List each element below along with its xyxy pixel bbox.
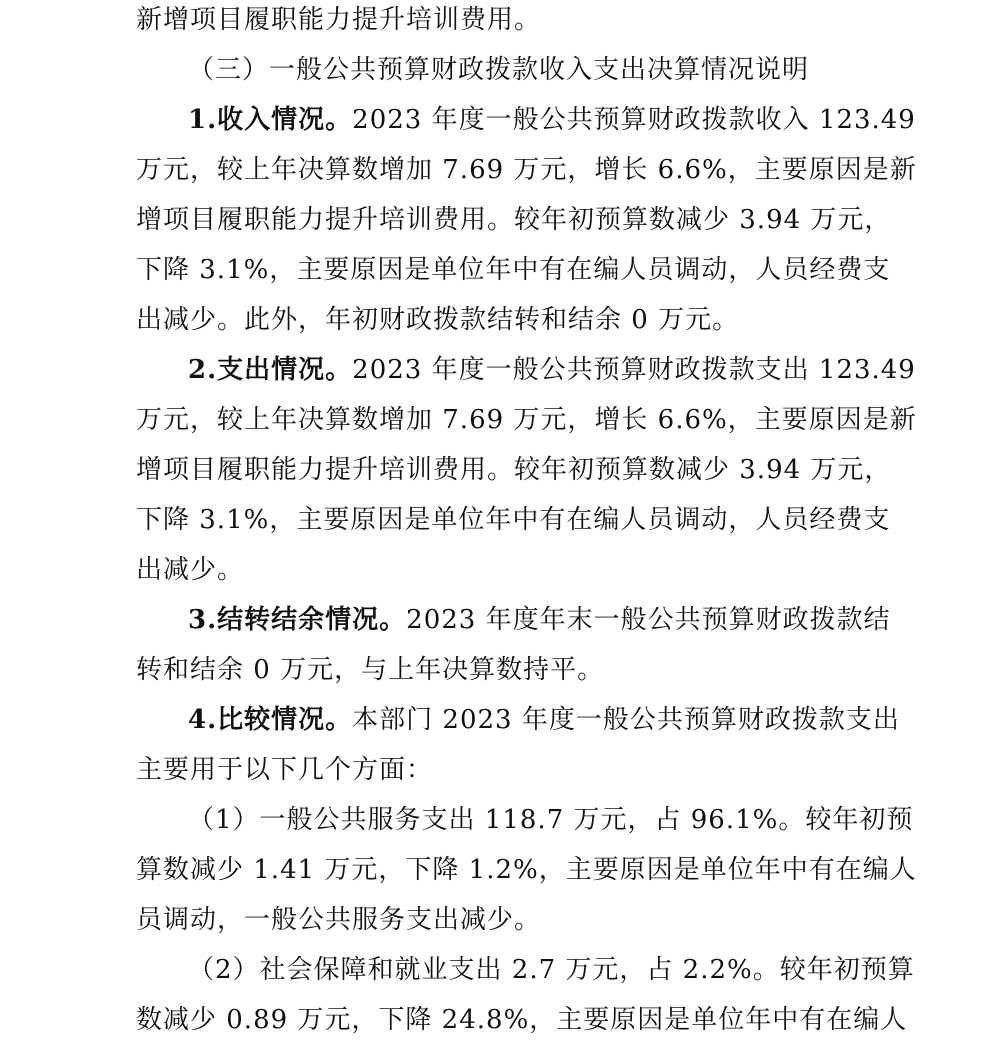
paragraph-line — [136, 352, 916, 402]
paragraph-line — [136, 152, 917, 202]
paragraph-lead: 1.收入情况。 — [188, 105, 353, 135]
paragraph-line — [136, 852, 917, 902]
line-text: 2023 年度年末一般公共预算财政拨款结 — [406, 605, 891, 635]
line-text: 2023 年度一般公共预算财政拨款收入 123.49 — [352, 105, 916, 135]
line-text: 下降 3.1%，主要原因是单位年中有在编人员调动，人员经费支 — [136, 505, 891, 535]
line-text: 算数减少 1.41 万元，下降 1.2%，主要原因是单位年中有在编人 — [136, 855, 917, 885]
line-text: 员调动，一般公共服务支出减少。 — [136, 905, 542, 935]
line-text: 本部门 2023 年度一般公共预算财政拨款支出 — [352, 705, 900, 735]
paragraph-line — [136, 1002, 908, 1052]
paragraph-line — [136, 602, 891, 652]
paragraph-line — [136, 502, 891, 552]
line-text: 增项目履职能力提升培训费用。较年初预算数减少 3.94 万元， — [136, 205, 892, 235]
paragraph-line — [136, 752, 876, 802]
line-text: （2）社会保障和就业支出 2.7 万元，占 2.2%。较年初预算 — [188, 955, 915, 985]
line-text: （1）一般公共服务支出 118.7 万元，占 96.1%。较年初预 — [188, 805, 914, 835]
line-text: 增项目履职能力提升培训费用。较年初预算数减少 3.94 万元， — [136, 455, 892, 485]
paragraph-line — [136, 2, 876, 52]
line-text: 出减少。此外，年初财政拨款结转和结余 0 万元。 — [136, 305, 740, 335]
paragraph-line — [136, 902, 876, 952]
line-text: 数减少 0.89 万元，下降 24.8%，主要原因是单位年中有在编人 — [136, 1005, 908, 1035]
paragraph-lead: 3.结转结余情况。 — [188, 605, 407, 635]
paragraph-line — [136, 452, 892, 502]
line-text: 万元，较上年决算数增加 7.69 万元，增长 6.6%，主要原因是新 — [136, 155, 917, 185]
line-text: 下降 3.1%，主要原因是单位年中有在编人员调动，人员经费支 — [136, 255, 891, 285]
heading-text: （三）一般公共预算财政拨款收入支出决算情况说明 — [188, 55, 810, 85]
line-text: 新增项目履职能力提升培训费用。 — [136, 5, 542, 35]
line-text: 主要用于以下几个方面： — [136, 755, 434, 785]
paragraph-line — [136, 652, 876, 702]
paragraph-line — [136, 952, 915, 1002]
paragraph-line — [136, 302, 876, 352]
paragraph-line — [136, 552, 876, 602]
paragraph-lead: 2.支出情况。 — [188, 355, 353, 385]
paragraph-line — [136, 402, 917, 452]
line-text: 2023 年度一般公共预算财政拨款支出 123.49 — [352, 355, 916, 385]
line-text: 出减少。 — [136, 555, 245, 585]
line-text: 万元，较上年决算数增加 7.69 万元，增长 6.6%，主要原因是新 — [136, 405, 917, 435]
paragraph-line — [136, 252, 891, 302]
section-heading — [136, 52, 876, 102]
paragraph-line — [136, 102, 916, 152]
paragraph-line — [136, 702, 900, 752]
paragraph-line — [136, 802, 914, 852]
paragraph-lead: 4.比较情况。 — [188, 705, 353, 735]
paragraph-line — [136, 202, 892, 252]
line-text: 转和结余 0 万元，与上年决算数持平。 — [136, 655, 605, 685]
